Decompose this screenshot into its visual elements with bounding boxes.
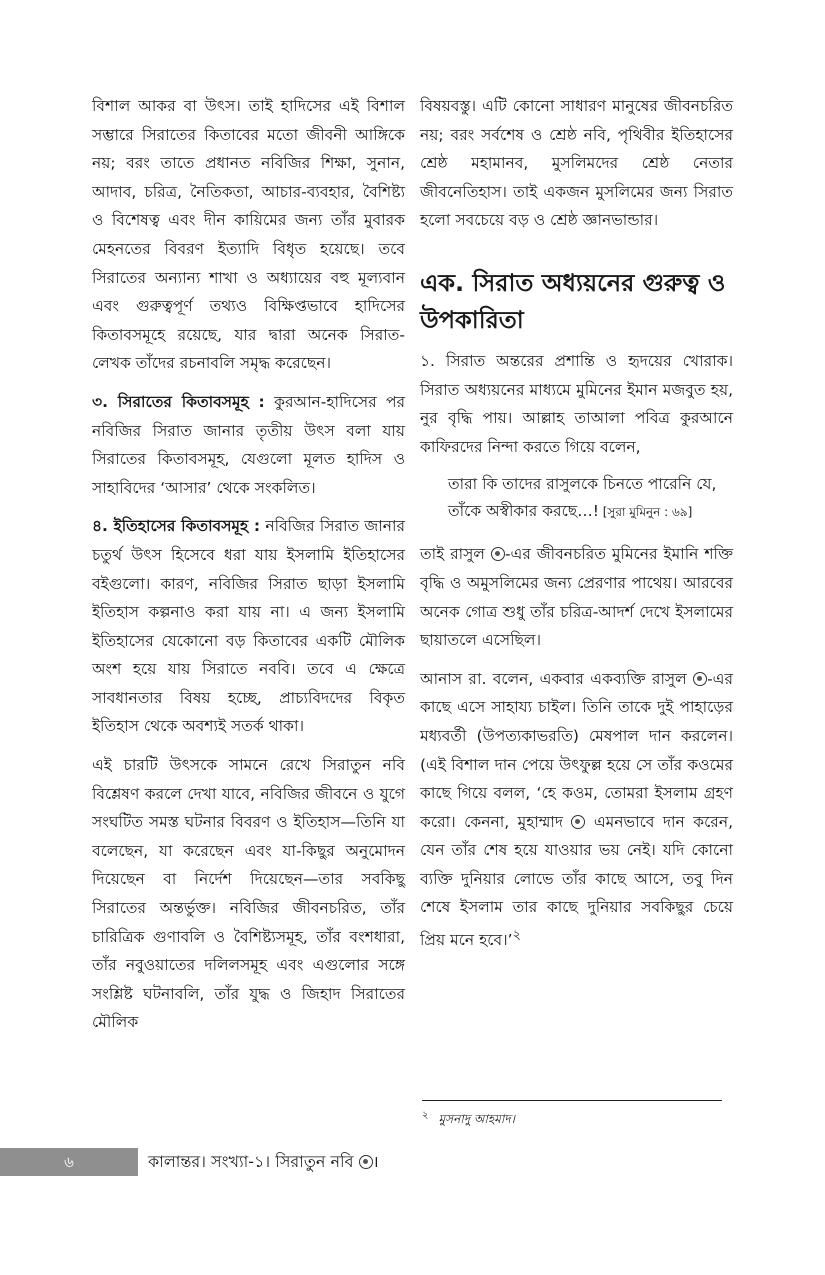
footnote-ref: ২	[512, 928, 521, 944]
paragraph: এই চারটি উৎসকে সামনে রেখে সিরাতুন নবি বিশ্লেষণ করলে দেখা যাবে, নবিজির জীবনে ও যুগে সংঘটিত সমস্ত ঘটনার বিবরণ ও ইতিহাস—তিনি যা বলেছেন, যা করেছেন এবং যা-কিছুর অনুমোদন দিয়েছেন বা নির্দেশ দিয়েছেন—তার সবকিছু সিরাতের অন্তর্ভুক্ত। নবিজির জীবনচরিত, তাঁর চারিত্রিক গুণাবলি ও বৈশিষ্ট্যসমূহ, তাঁর বংশধারা, তাঁর নবুওয়াতের দলিলসমূহ এবং এগুলোর সঙ্গে সংশ্লিষ্ট ঘটনাবলি, তাঁর যুদ্ধ ও জিহাদ সিরাতের মৌলিক	[92, 756, 405, 1032]
salutation-icon	[571, 815, 585, 829]
paragraph-text: -এর জীবনচরিত মুমিনের ইমানি শক্তি বৃদ্ধি ও অমুসলিমের জন্য প্রেরণার পাথেয়। আরবের অনেক গোত্র শুধু তাঁর চরিত্র-আদর্শ দেখে ইসলামের ছায়াতলে এসেছিল।	[420, 545, 734, 650]
paragraph	[92, 512, 405, 741]
salutation-icon	[359, 1155, 373, 1169]
paragraph-text: নবিজির সিরাত জানার চতুর্থ উৎস হিসেবে ধরা যায় ইসলামি ইতিহাসের বইগুলো। কারণ, নবিজির সিরাত ছাড়া ইসলামি ইতিহাস কল্পনাও করা যায় না। এ জন্য ইসলামি ইতিহাসের যেকোনো বড় কিতাবের একটি মৌলিক অংশ হয়ে যায় সিরাতে নববি। তবে এ ক্ষেত্রে সাবধানতার বিষয় হচ্ছে, প্রাচ্যবিদদের বিকৃত ইতিহাস থেকে অবশ্যই সতর্ক থাকা।	[92, 517, 405, 736]
section-heading: এক. সিরাত অধ্যয়নের গুরুত্ব ও উপকারিতা	[420, 268, 726, 334]
footer-end: ।	[372, 1152, 379, 1171]
footnote-text: মুসনাদু আহমাদ।	[438, 1112, 515, 1126]
paragraph: বিশাল আকর বা উৎস। তাই হাদিসের এই বিশাল সম্ভারে সিরাতের কিতাবের মতো জীবনী আঙ্গিকে নয়; বরং তাতে প্রধানত নবিজির শিক্ষা, সুনান, আদাব, চরিত্র, নৈতিকতা, আচার-ব্যবহার, বৈশিষ্ট্য ও বিশেষত্ব এবং দীন কায়িমের জন্য তাঁর মুবারক মেহনতের বিবরণ ইত্যাদি বিধৃত হয়েছে। তবে সিরাতের অন্যান্য শাখা ও অধ্যায়ের বহু মূল্যবান এবং গুরুত্বপূর্ণ তথ্যও বিক্ষিপ্তভাবে হাদিসের কিতাবসমূহে রয়েছে, যার দ্বারা অনেক সিরাত-লেখক তাঁদের রচনাবলি সমৃদ্ধ করেছেন।	[92, 97, 405, 373]
paragraph	[92, 388, 405, 502]
quote-text: তারা কি তাদের রাসুলকে চিনতে পারেনি যে, তাঁকে অস্বীকার করছে…!	[448, 475, 717, 521]
salutation-icon	[693, 672, 707, 686]
paragraph: বিষয়বস্তু। এটি কোনো সাধারণ মানুষের জীবনচরিত নয়; বরং সর্বশেষ ও শ্রেষ্ঠ নবি, পৃথিবীর ইতিহাসের শ্রেষ্ঠ মহামানব, মুসলিমদের শ্রেষ্ঠ নেতার জীবনেতিহাস। তাই একজন মুসলিমের জন্য সিরাত হলো সবচেয়ে বড় ও শ্রেষ্ঠ জ্ঞানভান্ডার।	[420, 97, 733, 230]
paragraph: ১. সিরাত অন্তরের প্রশান্তি ও হৃদয়ের খোরাক। সিরাত অধ্যয়নের মাধ্যমে মুমিনের ইমান মজবুত হয়, নুর বৃদ্ধি পায়। আল্লাহ তাআলা পবিত্র কুরআনে কাফিরদের নিন্দা করতে গিয়ে বলেন,	[420, 351, 733, 456]
paragraph-text: আনাস রা. বলেন, একবার একব্যক্তি রাসুল	[420, 669, 694, 688]
paragraph-text: তাই রাসুল	[420, 545, 491, 564]
section-label: ৩. সিরাতের কিতাবসমূহ :	[92, 392, 265, 411]
left-column	[92, 92, 405, 1047]
paragraph-text: -এর কাছে এসে সাহায্য চাইল। তিনি তাকে দুই পাহাড়ের মধ্যবর্তী (উপত্যকাভরতি) মেষপাল দান করলেন। (এই বিশাল দান পেয়ে উৎফুল্ল হয়ে সে তাঁর কওমের কাছে গিয়ে বলল, ‘হে কওম, তোমরা ইসলাম গ্রহণ করো। কেননা, মুহাম্মাদ	[420, 669, 733, 831]
footnote-number: ২	[422, 1110, 429, 1121]
salutation-icon	[491, 547, 505, 561]
paragraph-text: কুরআন-হাদিসের পর নবিজির সিরাত জানার তৃতীয় উৎস বলা যায় সিরাতের কিতাবসমূহ, যেগুলো মূলত হাদিস ও সাহাবিদের ‘আসার’ থেকে সংকলিত।	[92, 392, 406, 497]
quran-quote	[448, 471, 733, 526]
footnote	[422, 1108, 515, 1131]
paragraph	[420, 665, 733, 955]
right-column	[420, 92, 733, 965]
page-number: ৬	[0, 1148, 138, 1176]
footer-title: কালান্তর। সংখ্যা-১। সিরাতুন নবি	[148, 1152, 354, 1171]
paragraph	[420, 540, 733, 654]
section-label: ৪. ইতিহাসের কিতাবসমূহ :	[92, 517, 261, 536]
paragraph-text: এমনভাবে দান করেন, যেন তাঁর শেষ হয়ে যাওয়ার ভয় নেই। যদি কোনো ব্যক্তি দুনিয়ার লোভে তাঁর কাছে আসে, তবু দিন শেষে ইসলাম তার কাছে দুনিয়ার সবকিছুর চেয়ে প্রিয় মনে হবে।’	[420, 812, 733, 950]
footnote-divider	[422, 1100, 722, 1101]
running-footer	[148, 1148, 379, 1176]
quote-citation: [সুরা মুমিনুন : ৬৯]	[598, 505, 693, 520]
